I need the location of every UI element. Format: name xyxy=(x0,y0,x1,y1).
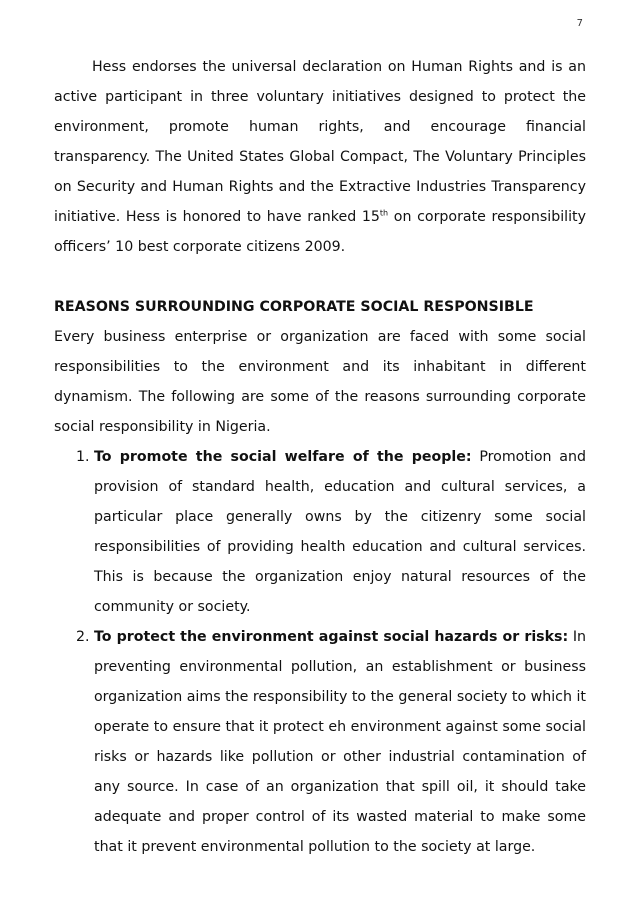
page-content xyxy=(54,52,586,862)
reason-text: Promotion and provision of standard health, education and cultural services, a particular place generally owns by the citizenry some social responsibilities of providing health education and cultural services. This is because the organization enjoy natural resources of the community or society. xyxy=(94,449,587,615)
reasons-list xyxy=(54,442,586,862)
section-intro-paragraph: Every business enterprise or organization are faced with some social responsibilities to the environment and its inhabitant in different dynamism. The following are some of the reasons surrounding corporate social responsibility in Nigeria. xyxy=(54,329,586,435)
section-heading: REASONS SURROUNDING CORPORATE SOCIAL RESPONSIBLE xyxy=(54,299,534,315)
page-number: 7 xyxy=(576,18,583,29)
intro-paragraph xyxy=(54,52,586,262)
reason-term: To protect the environment against social hazards or risks: xyxy=(94,629,569,645)
list-item xyxy=(94,442,586,622)
reason-term: To promote the social welfare of the people: xyxy=(94,449,472,465)
ordinal-suffix: th xyxy=(379,208,389,218)
list-item xyxy=(94,622,586,862)
intro-text-part1: Hess endorses the universal declaration on Human Rights and is an active participant in three voluntary initiatives designed to protect the environment, promote human rights, and encourage financial transparency. The United States Global Compact, The Voluntary Principles on Security and Human Rights and the Extractive Industries Transparency initiative. Hess is honored to have ranked 15 xyxy=(54,59,586,225)
intro-text-part2: on corporate responsibility officers’ 10 best corporate citizens 2009. xyxy=(54,209,586,255)
reason-text: In preventing environmental pollution, an establishment or business organization aims the responsibility to the general society to which it operate to ensure that it protect eh environment against some social risks or hazards like pollution or other industrial contamination of any source. In case of an organization that spill oil, it should take adequate and proper control of its wasted material to make some that it prevent environmental pollution to the society at large. xyxy=(94,629,587,855)
